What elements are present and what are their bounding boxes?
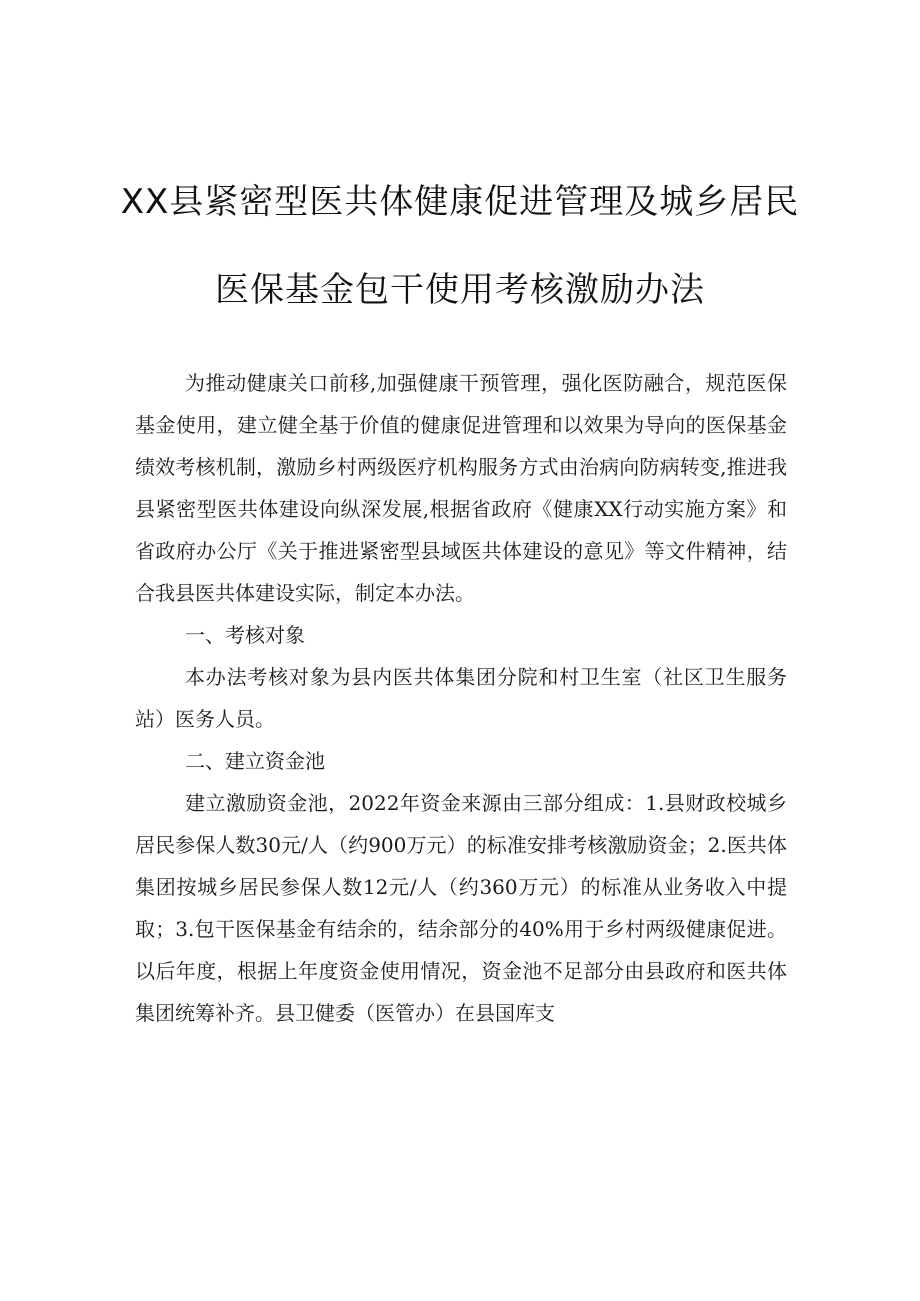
section-heading-assessment-target: 一、考核对象 bbox=[185, 623, 305, 647]
document-title-line-2: 医保基金包干使用考核激励办法 bbox=[215, 270, 705, 310]
paragraph-fund-pool: 建立激励资金池，2022年资金来源由三部分组成：1.县财政校城乡居民参保人数30元/人（约900万元）的标准安排考核激励资金；2.医共体集团按城乡居民参保人数12元/人（约360万元）的标准从业务收入中提取；3.包干医保基金有结余的，结余部分的40%用于乡村两级健康促进。以后年度，根据上年度资金使用情况，资金池不足部分由县政府和医共体集团统筹补齐。县卫健委（医管办）在县国库支 bbox=[135, 791, 787, 1025]
document-body bbox=[135, 362, 787, 1034]
document-title-line-1: XX县紧密型医共体健康促进管理及城乡居民 bbox=[120, 182, 800, 222]
paragraph-assessment-target: 本办法考核对象为县内医共体集团分院和村卫生室（社区卫生服务站）医务人员。 bbox=[135, 665, 787, 731]
section-heading-fund-pool: 二、建立资金池 bbox=[185, 749, 325, 773]
paragraph-intro: 为推动健康关口前移,加强健康干预管理，强化医防融合，规范医保基金使用，建立健全基于价值的健康促进管理和以效果为导向的医保基金绩效考核机制，激励乡村两级医疗机构服务方式由治病向防病转变,推进我县紧密型医共体建设向纵深发展,根据省政府《健康XX行动实施方案》和省政府办公厅《关于推进紧密型县域医共体建设的意见》等文件精神，结合我县医共体建设实际，制定本办法。 bbox=[135, 371, 787, 605]
